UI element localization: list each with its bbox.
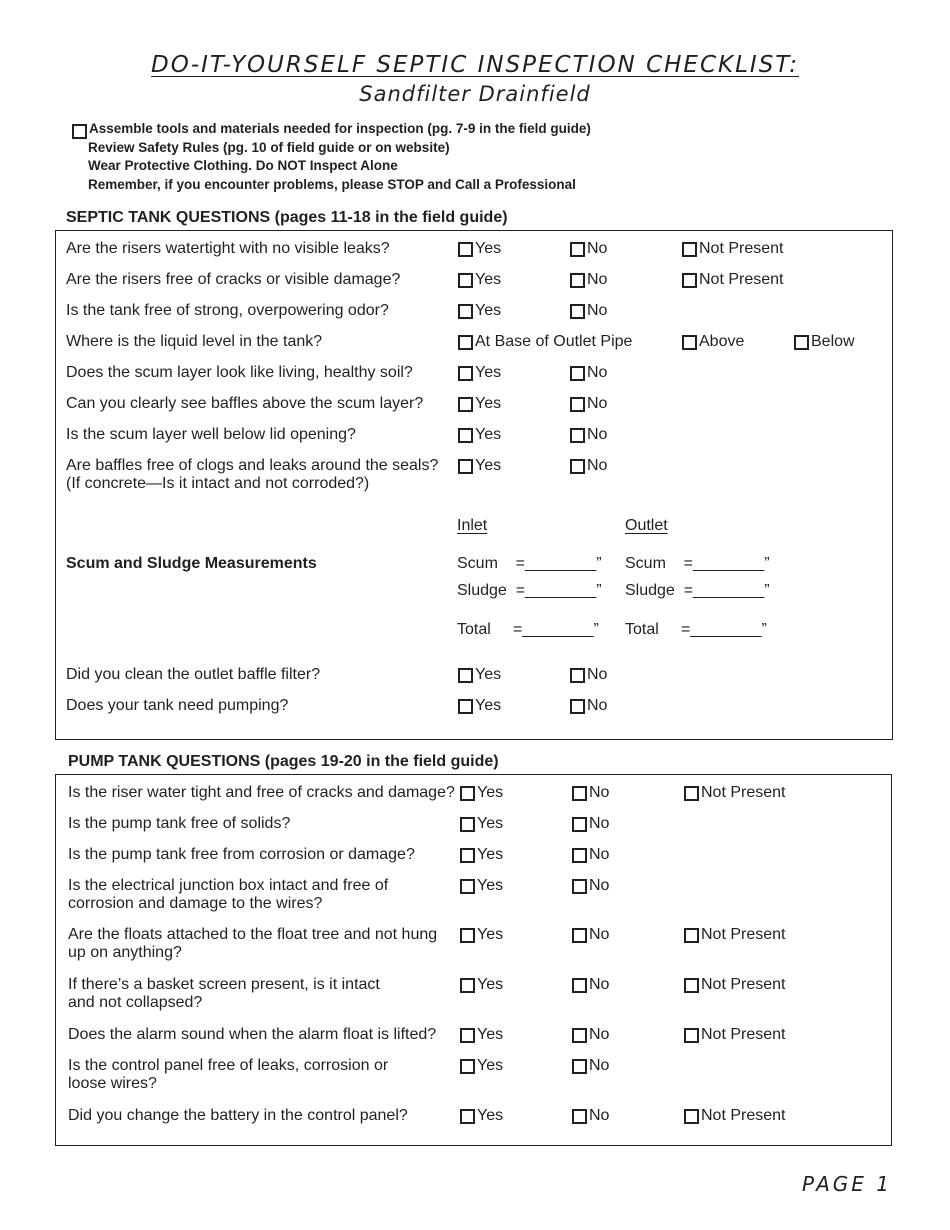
septic-questions-box bbox=[55, 230, 893, 740]
checkbox[interactable] bbox=[684, 978, 699, 993]
question-text bbox=[68, 1107, 408, 1125]
option-label: Yes bbox=[477, 815, 504, 832]
inlet-sludge-field[interactable]: Sludge =________” bbox=[457, 582, 602, 599]
option-yes[interactable] bbox=[460, 926, 503, 944]
option-below[interactable] bbox=[794, 333, 855, 351]
option-not-present[interactable] bbox=[682, 271, 783, 289]
pump-questions-box bbox=[55, 774, 892, 1146]
option-no[interactable] bbox=[572, 926, 609, 944]
option-yes[interactable] bbox=[458, 457, 501, 475]
question-text bbox=[66, 271, 400, 289]
option-yes[interactable] bbox=[460, 846, 503, 864]
checkbox[interactable] bbox=[572, 928, 587, 943]
option-not-present[interactable] bbox=[684, 976, 785, 994]
option-label: At Base of Outlet Pipe bbox=[475, 333, 633, 350]
option-yes[interactable] bbox=[458, 240, 501, 258]
option-yes[interactable] bbox=[458, 364, 501, 382]
option-yes[interactable] bbox=[458, 666, 501, 684]
question-line: Are the risers watertight with no visible leaks? bbox=[66, 240, 390, 257]
checkbox[interactable] bbox=[572, 978, 587, 993]
checkbox[interactable] bbox=[684, 928, 699, 943]
option-label: No bbox=[589, 1057, 610, 1074]
option-label: Not Present bbox=[699, 240, 784, 257]
question-text bbox=[68, 926, 437, 962]
checkbox[interactable] bbox=[72, 124, 87, 139]
checkbox[interactable] bbox=[570, 459, 585, 474]
option-label: Yes bbox=[475, 240, 502, 257]
checkbox[interactable] bbox=[682, 335, 697, 350]
option-no[interactable] bbox=[572, 877, 609, 895]
question-line: Does the alarm sound when the alarm float is lifted? bbox=[68, 1026, 437, 1043]
checkbox[interactable] bbox=[570, 273, 585, 288]
question-line: Are the risers free of cracks or visible damage? bbox=[66, 271, 401, 288]
option-label: Yes bbox=[477, 1026, 504, 1043]
option-label: No bbox=[587, 457, 608, 474]
checkbox[interactable] bbox=[458, 459, 473, 474]
option-label: Yes bbox=[477, 784, 504, 801]
option-no[interactable] bbox=[570, 457, 607, 475]
option-not-present[interactable] bbox=[682, 240, 783, 258]
question-text bbox=[66, 666, 320, 684]
checkbox[interactable] bbox=[572, 879, 587, 894]
outlet-total-field[interactable]: Total =________” bbox=[625, 621, 767, 638]
question-line: Is the tank free of strong, overpowering odor? bbox=[66, 302, 389, 319]
checkbox[interactable] bbox=[572, 817, 587, 832]
checkbox[interactable] bbox=[570, 242, 585, 257]
option-label: Above bbox=[699, 333, 745, 350]
option-label: Not Present bbox=[701, 1026, 786, 1043]
checkbox[interactable] bbox=[572, 848, 587, 863]
option-label: No bbox=[587, 697, 608, 714]
option-label: Yes bbox=[475, 666, 502, 683]
option-label: No bbox=[587, 666, 608, 683]
intro-item: Review Safety Rules (pg. 10 of field guide or on website) bbox=[88, 139, 450, 155]
checkbox[interactable] bbox=[682, 273, 697, 288]
option-label: Yes bbox=[477, 926, 504, 943]
option-yes[interactable] bbox=[460, 877, 503, 895]
checkbox[interactable] bbox=[460, 1059, 475, 1074]
outlet-label: Outlet bbox=[625, 517, 668, 534]
option-label: Yes bbox=[475, 426, 502, 443]
question-line: (If concrete—Is it intact and not corroded?) bbox=[66, 475, 370, 492]
question-text bbox=[68, 976, 380, 1012]
checkbox[interactable] bbox=[684, 786, 699, 801]
option-no[interactable] bbox=[572, 976, 609, 994]
checkbox[interactable] bbox=[572, 1109, 587, 1124]
checkbox[interactable] bbox=[458, 428, 473, 443]
option-label: No bbox=[589, 1107, 610, 1124]
checkbox[interactable] bbox=[458, 699, 473, 714]
option-no[interactable] bbox=[572, 846, 609, 864]
question-text bbox=[66, 333, 322, 351]
intro-item: Remember, if you encounter problems, please STOP and Call a Professional bbox=[88, 177, 576, 193]
option-label: No bbox=[587, 395, 608, 412]
checkbox[interactable] bbox=[570, 366, 585, 381]
question-text bbox=[68, 784, 455, 802]
question-text bbox=[66, 426, 356, 444]
question-line: Is the pump tank free of solids? bbox=[68, 815, 291, 832]
question-line: Does your tank need pumping? bbox=[66, 697, 289, 714]
checkbox[interactable] bbox=[570, 428, 585, 443]
checkbox[interactable] bbox=[460, 786, 475, 801]
option-not-present[interactable] bbox=[684, 1026, 785, 1044]
option-label: Not Present bbox=[699, 271, 784, 288]
question-line: Is the riser water tight and free of cracks and damage? bbox=[68, 784, 455, 801]
checkbox[interactable] bbox=[570, 304, 585, 319]
option-no[interactable] bbox=[572, 784, 609, 802]
question-line: Does the scum layer look like living, healthy soil? bbox=[66, 364, 413, 381]
question-line: Are the floats attached to the float tree and not hung bbox=[68, 926, 438, 943]
checkbox[interactable] bbox=[460, 1028, 475, 1043]
option-label: Not Present bbox=[701, 976, 786, 993]
option-no[interactable] bbox=[570, 426, 607, 444]
option-label: Yes bbox=[477, 1057, 504, 1074]
checkbox[interactable] bbox=[458, 273, 473, 288]
outlet-scum-field[interactable]: Scum =________” bbox=[625, 555, 770, 572]
option-no[interactable] bbox=[570, 302, 607, 320]
checkbox[interactable] bbox=[460, 879, 475, 894]
option-label: Yes bbox=[475, 271, 502, 288]
option-label: No bbox=[589, 846, 610, 863]
intro-item: Wear Protective Clothing. Do NOT Inspect Alone bbox=[88, 158, 398, 174]
checkbox[interactable] bbox=[458, 366, 473, 381]
option-label: Below bbox=[811, 333, 855, 350]
option-yes[interactable] bbox=[460, 1107, 503, 1125]
checkbox[interactable] bbox=[572, 786, 587, 801]
option-no[interactable] bbox=[572, 815, 609, 833]
option-label: No bbox=[589, 1026, 610, 1043]
inlet-scum-field[interactable]: Scum =________” bbox=[457, 555, 602, 572]
option-yes[interactable] bbox=[460, 815, 503, 833]
option-label: Yes bbox=[477, 846, 504, 863]
option-no[interactable] bbox=[570, 697, 607, 715]
checkbox[interactable] bbox=[794, 335, 809, 350]
option-yes[interactable] bbox=[458, 697, 501, 715]
option-no[interactable] bbox=[570, 364, 607, 382]
option-yes[interactable] bbox=[460, 976, 503, 994]
question-text bbox=[66, 395, 423, 413]
option-yes[interactable] bbox=[458, 426, 501, 444]
question-text bbox=[66, 302, 389, 320]
option-no[interactable] bbox=[572, 1107, 609, 1125]
option-yes[interactable] bbox=[460, 784, 503, 802]
option-label: Yes bbox=[477, 877, 504, 894]
option-yes[interactable] bbox=[460, 1057, 503, 1075]
checkbox[interactable] bbox=[682, 242, 697, 257]
option-label: No bbox=[589, 926, 610, 943]
checkbox[interactable] bbox=[458, 335, 473, 350]
septic-section-heading: SEPTIC TANK QUESTIONS (pages 11-18 in the field guide) bbox=[66, 209, 508, 226]
checkbox[interactable] bbox=[684, 1109, 699, 1124]
option-label: Not Present bbox=[701, 926, 786, 943]
option-label: No bbox=[587, 364, 608, 381]
option-not-present[interactable] bbox=[684, 926, 785, 944]
question-line: loose wires? bbox=[68, 1075, 157, 1092]
option-no[interactable] bbox=[570, 240, 607, 258]
option-label: No bbox=[587, 271, 608, 288]
question-line: Is the control panel free of leaks, corrosion or bbox=[68, 1057, 389, 1074]
question-line: and not collapsed? bbox=[68, 994, 203, 1011]
option-label: Yes bbox=[475, 697, 502, 714]
intro-text: Assemble tools and materials needed for inspection (pg. 7-9 in the field guide) bbox=[89, 121, 591, 136]
checkbox[interactable] bbox=[460, 928, 475, 943]
option-no[interactable] bbox=[572, 1026, 609, 1044]
checkbox[interactable] bbox=[458, 668, 473, 683]
question-text bbox=[66, 457, 438, 493]
option-not-present[interactable] bbox=[684, 784, 785, 802]
inlet-total-field[interactable]: Total =________” bbox=[457, 621, 599, 638]
option-yes[interactable] bbox=[458, 302, 501, 320]
option-label: No bbox=[589, 877, 610, 894]
question-text bbox=[68, 846, 415, 864]
pump-section-heading: PUMP TANK QUESTIONS (pages 19-20 in the field guide) bbox=[68, 753, 499, 770]
option-label: Not Present bbox=[701, 784, 786, 801]
option-label: No bbox=[589, 784, 610, 801]
question-line: up on anything? bbox=[68, 944, 182, 961]
option-yes[interactable] bbox=[460, 1026, 503, 1044]
question-text bbox=[68, 1026, 436, 1044]
option-label: No bbox=[587, 240, 608, 257]
question-text bbox=[68, 1057, 388, 1093]
option-label: Yes bbox=[475, 457, 502, 474]
question-text bbox=[66, 240, 390, 258]
question-text bbox=[68, 815, 290, 833]
question-line: Is the scum layer well below lid opening? bbox=[66, 426, 356, 443]
option-no[interactable] bbox=[570, 395, 607, 413]
option-label: Yes bbox=[477, 976, 504, 993]
checkbox[interactable] bbox=[570, 699, 585, 714]
option-label: No bbox=[587, 426, 608, 443]
question-line: Is the electrical junction box intact and free of bbox=[68, 877, 389, 894]
checkbox[interactable] bbox=[570, 668, 585, 683]
option-yes[interactable] bbox=[458, 395, 501, 413]
checkbox[interactable] bbox=[572, 1059, 587, 1074]
question-line: Did you clean the outlet baffle filter? bbox=[66, 666, 321, 683]
option-label: Yes bbox=[475, 302, 502, 319]
page-title: DO-IT-YOURSELF SEPTIC INSPECTION CHECKLIST: bbox=[151, 52, 799, 78]
page-subtitle: Sandfilter Drainfield bbox=[359, 82, 591, 106]
checkbox[interactable] bbox=[460, 1109, 475, 1124]
question-line: If there’s a basket screen present, is it intact bbox=[68, 976, 380, 993]
question-line: corrosion and damage to the wires? bbox=[68, 895, 323, 912]
checkbox[interactable] bbox=[460, 848, 475, 863]
option-no[interactable] bbox=[570, 271, 607, 289]
question-text bbox=[66, 697, 288, 715]
option-no[interactable] bbox=[572, 1057, 609, 1075]
checkbox[interactable] bbox=[460, 978, 475, 993]
option-yes[interactable] bbox=[458, 271, 501, 289]
checkbox[interactable] bbox=[460, 817, 475, 832]
question-line: Are baffles free of clogs and leaks around the seals? bbox=[66, 457, 439, 474]
option-no[interactable] bbox=[570, 666, 607, 684]
checkbox[interactable] bbox=[572, 1028, 587, 1043]
option-label: No bbox=[589, 976, 610, 993]
checkbox[interactable] bbox=[684, 1028, 699, 1043]
outlet-sludge-field[interactable]: Sludge =________” bbox=[625, 582, 770, 599]
option-label: No bbox=[589, 815, 610, 832]
option-above[interactable] bbox=[682, 333, 744, 351]
measurements-label: Scum and Sludge Measurements bbox=[66, 555, 317, 572]
option-not-present[interactable] bbox=[684, 1107, 785, 1125]
page-number: PAGE 1 bbox=[802, 1172, 892, 1196]
checkbox[interactable] bbox=[458, 397, 473, 412]
option-label: No bbox=[587, 302, 608, 319]
question-text bbox=[66, 364, 413, 382]
question-line: Is the pump tank free from corrosion or damage? bbox=[68, 846, 415, 863]
intro-checklist bbox=[72, 120, 591, 195]
question-line: Where is the liquid level in the tank? bbox=[66, 333, 323, 350]
checkbox[interactable] bbox=[570, 397, 585, 412]
intro-item bbox=[72, 120, 591, 139]
question-line: Can you clearly see baffles above the scum layer? bbox=[66, 395, 424, 412]
question-text bbox=[68, 877, 388, 913]
option-label: Not Present bbox=[701, 1107, 786, 1124]
question-line: Did you change the battery in the control panel? bbox=[68, 1107, 408, 1124]
checkbox[interactable] bbox=[458, 242, 473, 257]
option-at-base-of-outlet-pipe[interactable] bbox=[458, 333, 632, 351]
inlet-label: Inlet bbox=[457, 517, 488, 534]
checkbox[interactable] bbox=[458, 304, 473, 319]
option-label: Yes bbox=[475, 395, 502, 412]
option-label: Yes bbox=[477, 1107, 504, 1124]
option-label: Yes bbox=[475, 364, 502, 381]
